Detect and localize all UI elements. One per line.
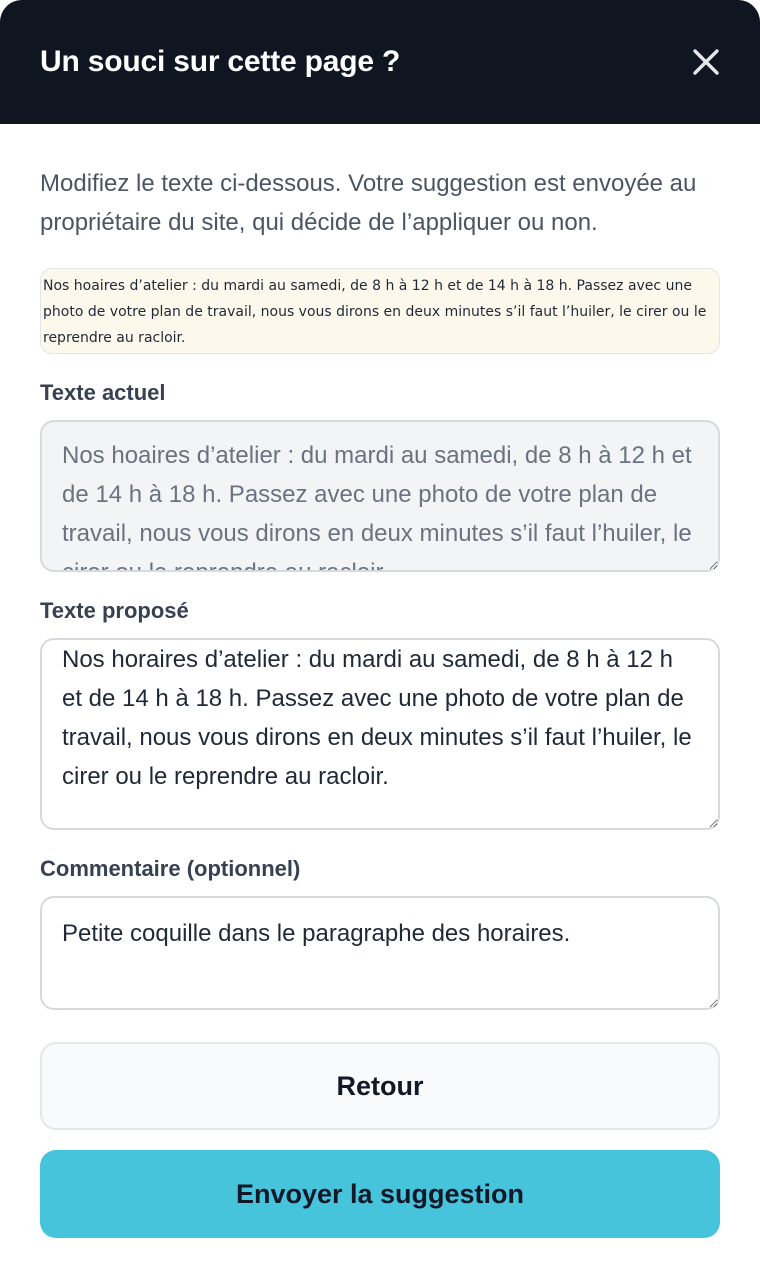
current-text-label: Texte actuel (40, 380, 166, 405)
comment-label: Commentaire (optionnel) (40, 856, 301, 881)
dialog-header (0, 0, 760, 124)
selected-text-preview: Nos hoaires d’atelier : du mardi au samedi, de 8 h à 12 h et de 14 h à 18 h. Passez avec une photo de votre plan de travail, nous vous dirons en deux minutes s’il faut l’huiler, le cirer ou le reprendre au racloir. (40, 268, 720, 354)
comment-field[interactable] (40, 896, 720, 1010)
proposed-text-field[interactable] (40, 638, 720, 830)
back-button[interactable]: Retour (40, 1042, 720, 1130)
close-icon (692, 48, 720, 76)
current-text-field[interactable] (40, 420, 720, 572)
send-suggestion-button[interactable]: Envoyer la suggestion (40, 1150, 720, 1238)
proposed-text-label: Texte proposé (40, 598, 189, 623)
close-button[interactable] (686, 42, 726, 82)
dialog-title: Un souci sur cette page ? (40, 45, 401, 78)
dialog-body (0, 124, 760, 1238)
intro-text: Modifiez le texte ci-dessous. Votre suggestion est envoyée au propriétaire du site, qui décide de l’appliquer ou non. (40, 170, 697, 236)
